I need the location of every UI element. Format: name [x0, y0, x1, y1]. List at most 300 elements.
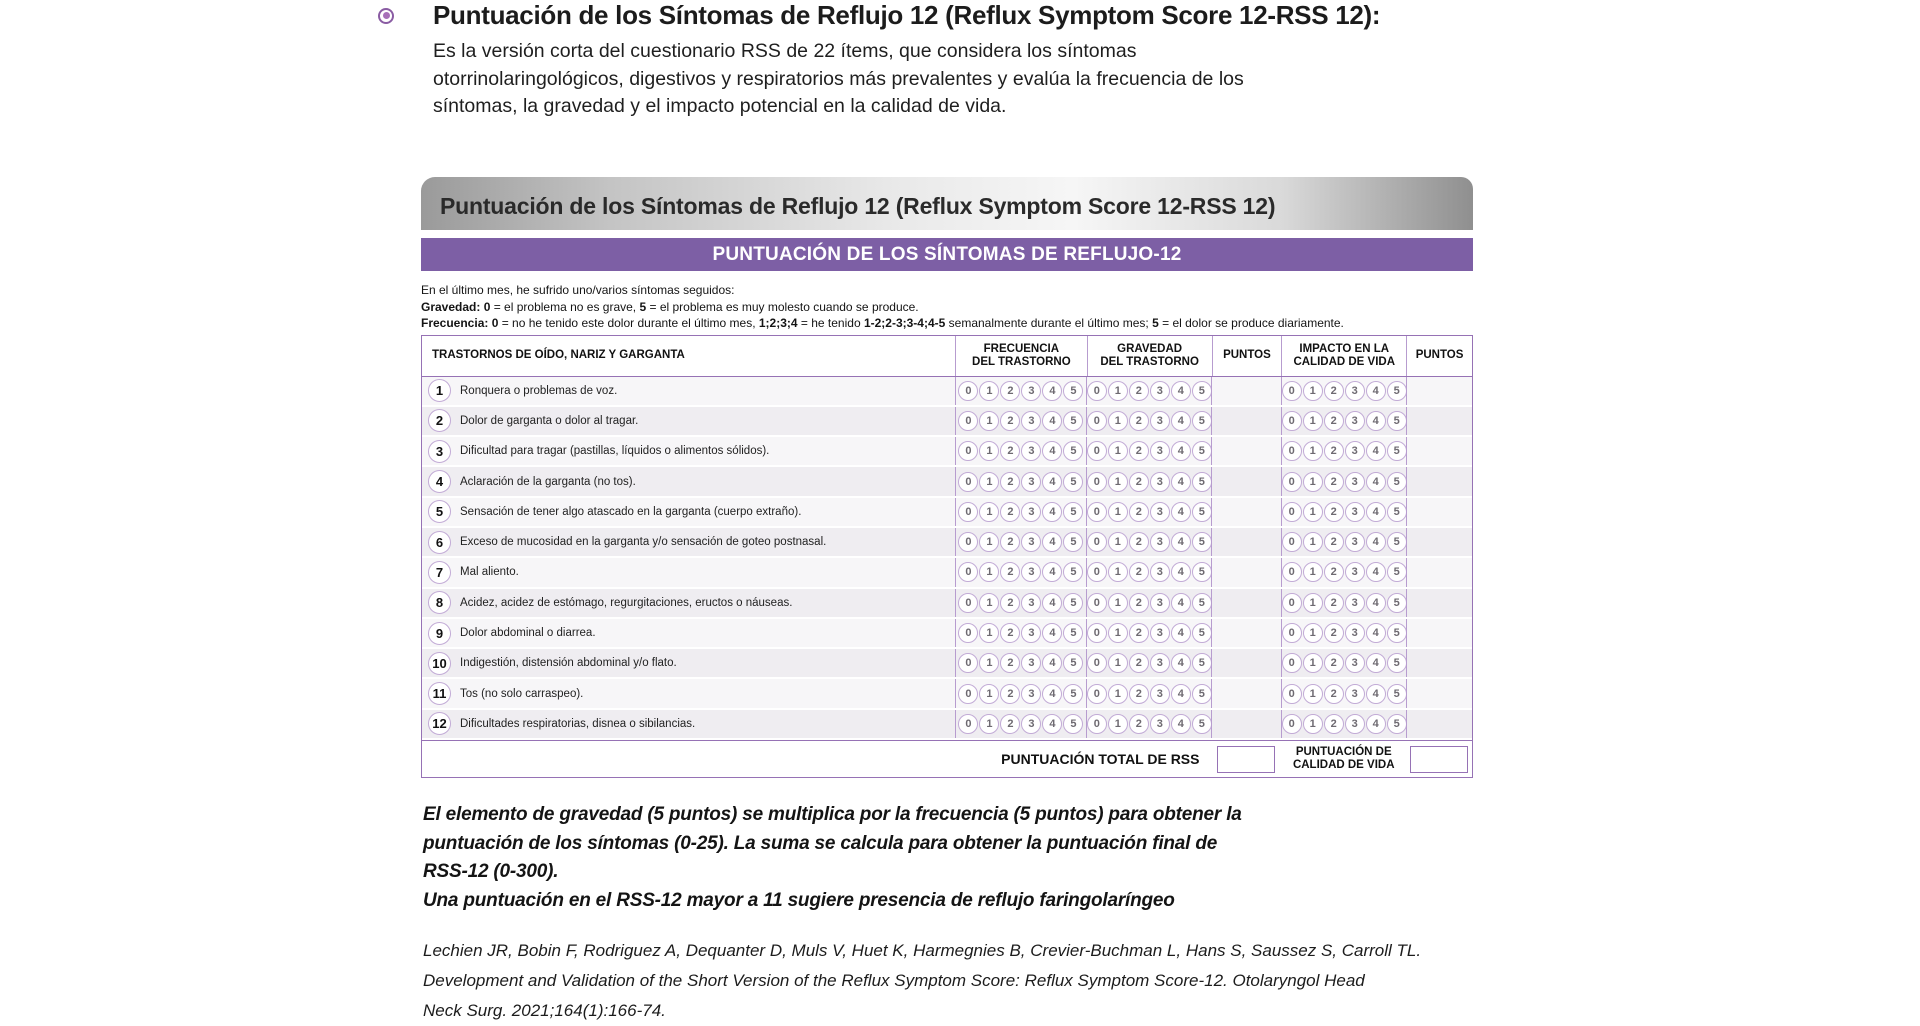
- rating-circle-frecuencia-1[interactable]: 1: [979, 532, 999, 552]
- rating-circle-gravedad-2[interactable]: 2: [1129, 562, 1149, 582]
- rating-circle-frecuencia-2[interactable]: 2: [1000, 472, 1020, 492]
- row-number-badge: 1: [428, 379, 451, 402]
- rating-circle-impacto-0[interactable]: 0: [1282, 441, 1302, 461]
- row-number-badge: 5: [428, 500, 451, 523]
- gravedad-cell: [1086, 377, 1211, 405]
- rating-circle-impacto-5[interactable]: 5: [1387, 714, 1407, 734]
- rating-circle-impacto-1[interactable]: 1: [1303, 562, 1323, 582]
- symptom-cell: [422, 679, 955, 707]
- rating-circle-gravedad-1[interactable]: 1: [1108, 472, 1128, 492]
- rating-circle-frecuencia-4[interactable]: 4: [1042, 714, 1062, 734]
- table-row: [422, 589, 1472, 619]
- rating-circle-impacto-3[interactable]: 3: [1345, 714, 1365, 734]
- rating-circle-frecuencia-1[interactable]: 1: [979, 411, 999, 431]
- rating-circle-gravedad-4[interactable]: 4: [1171, 472, 1191, 492]
- form-title: Puntuación de los Síntomas de Reflujo 12 (Reflux Symptom Score 12-RSS 12): [440, 192, 1276, 219]
- footnote-line: Una puntuación en el RSS-12 mayor a 11 sugiere presencia de reflujo faringolaríngeo: [423, 889, 1175, 911]
- rating-circle-frecuencia-4[interactable]: 4: [1042, 562, 1062, 582]
- rating-circle-gravedad-1[interactable]: 1: [1108, 684, 1128, 704]
- symptom-label: Dificultad para tragar (pastillas, líquidos o alimentos sólidos).: [460, 445, 770, 458]
- rating-circle-frecuencia-2[interactable]: 2: [1000, 593, 1020, 613]
- symptom-cell: [422, 710, 955, 738]
- symptom-cell: [422, 407, 955, 435]
- rating-circle-gravedad-4[interactable]: 4: [1171, 381, 1191, 401]
- rating-circle-impacto-4[interactable]: 4: [1366, 472, 1386, 492]
- rating-circle-impacto-3[interactable]: 3: [1345, 472, 1365, 492]
- rating-circle-impacto-1[interactable]: 1: [1303, 684, 1323, 704]
- impacto-cell: [1281, 649, 1406, 677]
- rating-circle-frecuencia-2[interactable]: 2: [1000, 532, 1020, 552]
- rating-circle-impacto-3[interactable]: 3: [1345, 502, 1365, 522]
- rating-circle-impacto-3[interactable]: 3: [1345, 532, 1365, 552]
- rating-circle-frecuencia-5[interactable]: 5: [1063, 441, 1083, 461]
- rating-circle-frecuencia-2[interactable]: 2: [1000, 411, 1020, 431]
- rating-circle-impacto-1[interactable]: 1: [1303, 472, 1323, 492]
- rating-circle-gravedad-4[interactable]: 4: [1171, 593, 1191, 613]
- rating-circle-impacto-5[interactable]: 5: [1387, 684, 1407, 704]
- rating-circle-gravedad-3[interactable]: 3: [1150, 714, 1170, 734]
- rating-circle-gravedad-5[interactable]: 5: [1192, 562, 1212, 582]
- symptom-cell: [422, 437, 955, 465]
- rating-circle-frecuencia-2[interactable]: 2: [1000, 684, 1020, 704]
- puntos-cell: [1406, 619, 1472, 647]
- rating-circle-frecuencia-3[interactable]: 3: [1021, 684, 1041, 704]
- rating-circle-impacto-0[interactable]: 0: [1282, 381, 1302, 401]
- rating-circle-gravedad-1[interactable]: 1: [1108, 623, 1128, 643]
- puntos-cell: [1406, 407, 1472, 435]
- rating-circle-frecuencia-4[interactable]: 4: [1042, 472, 1062, 492]
- symptom-cell: [422, 619, 955, 647]
- citation-line: Lechien JR, Bobin F, Rodriguez A, Dequanter D, Muls V, Huet K, Harmegnies B, Crevier-Buchman L, Hans S, Saussez S, Carroll TL.: [423, 941, 1422, 960]
- symptom-label: Dolor abdominal o diarrea.: [460, 627, 596, 640]
- symptom-label: Exceso de mucosidad en la garganta y/o sensación de goteo postnasal.: [460, 536, 827, 549]
- rating-circle-impacto-4[interactable]: 4: [1366, 381, 1386, 401]
- rating-circle-gravedad-2[interactable]: 2: [1129, 441, 1149, 461]
- rating-circle-gravedad-3[interactable]: 3: [1150, 684, 1170, 704]
- rating-circle-impacto-5[interactable]: 5: [1387, 381, 1407, 401]
- rating-circle-gravedad-1[interactable]: 1: [1108, 562, 1128, 582]
- rating-circle-gravedad-2[interactable]: 2: [1129, 593, 1149, 613]
- symptom-cell: [422, 558, 955, 586]
- rating-circle-frecuencia-2[interactable]: 2: [1000, 502, 1020, 522]
- rating-circle-impacto-0[interactable]: 0: [1282, 623, 1302, 643]
- rating-circle-gravedad-3[interactable]: 3: [1150, 502, 1170, 522]
- rating-circle-gravedad-2[interactable]: 2: [1129, 381, 1149, 401]
- rating-circle-frecuencia-1[interactable]: 1: [979, 381, 999, 401]
- rating-circle-frecuencia-1[interactable]: 1: [979, 472, 999, 492]
- rating-circle-frecuencia-3[interactable]: 3: [1021, 502, 1041, 522]
- intro-body-line: síntomas, la gravedad y el impacto potencial en la calidad de vida.: [433, 95, 1007, 117]
- column-header-text: GRAVEDAD DEL TRASTORNO: [1100, 342, 1199, 368]
- rating-circle-frecuencia-5[interactable]: 5: [1063, 411, 1083, 431]
- rating-circle-impacto-3[interactable]: 3: [1345, 593, 1365, 613]
- rating-circle-gravedad-0[interactable]: 0: [1087, 381, 1107, 401]
- rating-circle-impacto-5[interactable]: 5: [1387, 502, 1407, 522]
- rating-circle-frecuencia-1[interactable]: 1: [979, 623, 999, 643]
- gravedad-cell: [1086, 437, 1211, 465]
- rating-circle-gravedad-4[interactable]: 4: [1171, 532, 1191, 552]
- rss12-form: [421, 177, 1473, 778]
- symptom-label: Indigestión, distensión abdominal y/o flato.: [460, 657, 677, 670]
- footnote-line: puntuación de los síntomas (0-25). La suma se calcula para obtener la puntuación final de: [423, 832, 1218, 854]
- puntos-cell: [1211, 437, 1281, 465]
- rating-circle-gravedad-4[interactable]: 4: [1171, 653, 1191, 673]
- rating-circle-gravedad-3[interactable]: 3: [1150, 562, 1170, 582]
- puntos-cell: [1406, 589, 1472, 617]
- rating-circle-gravedad-5[interactable]: 5: [1192, 411, 1212, 431]
- rating-circle-gravedad-0[interactable]: 0: [1087, 472, 1107, 492]
- rating-circle-frecuencia-1[interactable]: 1: [979, 684, 999, 704]
- rating-circle-gravedad-2[interactable]: 2: [1129, 684, 1149, 704]
- rating-circle-gravedad-0[interactable]: 0: [1087, 714, 1107, 734]
- rating-circle-impacto-2[interactable]: 2: [1324, 714, 1344, 734]
- rating-circle-impacto-5[interactable]: 5: [1387, 593, 1407, 613]
- rating-circle-gravedad-4[interactable]: 4: [1171, 684, 1191, 704]
- rating-circle-frecuencia-5[interactable]: 5: [1063, 653, 1083, 673]
- rating-circle-frecuencia-1[interactable]: 1: [979, 441, 999, 461]
- rating-circle-frecuencia-5[interactable]: 5: [1063, 684, 1083, 704]
- puntos-cell: [1211, 679, 1281, 707]
- rating-circle-frecuencia-3[interactable]: 3: [1021, 411, 1041, 431]
- rating-circle-gravedad-5[interactable]: 5: [1192, 684, 1212, 704]
- symptom-label: Dificultades respiratorias, disnea o sibilancias.: [460, 717, 696, 730]
- rating-circle-frecuencia-4[interactable]: 4: [1042, 532, 1062, 552]
- rating-circle-impacto-2[interactable]: 2: [1324, 441, 1344, 461]
- rating-circle-impacto-2[interactable]: 2: [1324, 381, 1344, 401]
- rating-circle-impacto-5[interactable]: 5: [1387, 623, 1407, 643]
- impacto-cell: [1281, 679, 1406, 707]
- rating-circle-gravedad-0[interactable]: 0: [1087, 684, 1107, 704]
- total-score-cell: [1212, 741, 1282, 777]
- rating-circle-frecuencia-3[interactable]: 3: [1021, 593, 1041, 613]
- symptom-label: Dolor de garganta o dolor al tragar.: [460, 414, 639, 427]
- rating-circle-frecuencia-5[interactable]: 5: [1063, 593, 1083, 613]
- table-footer: [422, 740, 1472, 777]
- rating-circle-impacto-4[interactable]: 4: [1366, 714, 1386, 734]
- rating-circle-gravedad-5[interactable]: 5: [1192, 441, 1212, 461]
- gravedad-cell: [1086, 619, 1211, 647]
- rss12-table: [421, 335, 1473, 779]
- rating-circle-gravedad-5[interactable]: 5: [1192, 532, 1212, 552]
- rating-circle-impacto-1[interactable]: 1: [1303, 653, 1323, 673]
- rating-circle-impacto-3[interactable]: 3: [1345, 441, 1365, 461]
- symptom-cell: [422, 498, 955, 526]
- rating-circle-impacto-4[interactable]: 4: [1366, 653, 1386, 673]
- rating-circle-gravedad-0[interactable]: 0: [1087, 623, 1107, 643]
- rating-circle-gravedad-4[interactable]: 4: [1171, 562, 1191, 582]
- total-score-box[interactable]: [1217, 746, 1275, 773]
- rating-circle-frecuencia-5[interactable]: 5: [1063, 502, 1083, 522]
- rating-circle-gravedad-2[interactable]: 2: [1129, 411, 1149, 431]
- rating-circle-frecuencia-0[interactable]: 0: [958, 411, 978, 431]
- frecuencia-cell: [955, 528, 1087, 556]
- rating-circle-gravedad-1[interactable]: 1: [1108, 411, 1128, 431]
- frecuencia-cell: [955, 710, 1087, 738]
- rating-circle-impacto-4[interactable]: 4: [1366, 562, 1386, 582]
- rating-circle-impacto-0[interactable]: 0: [1282, 562, 1302, 582]
- puntos-cell: [1211, 407, 1281, 435]
- rating-circle-gravedad-5[interactable]: 5: [1192, 714, 1212, 734]
- column-header: [422, 336, 955, 376]
- rating-circle-gravedad-1[interactable]: 1: [1108, 502, 1128, 522]
- rating-circle-gravedad-3[interactable]: 3: [1150, 532, 1170, 552]
- rating-circle-impacto-3[interactable]: 3: [1345, 562, 1365, 582]
- frecuencia-cell: [955, 619, 1087, 647]
- quality-score-box[interactable]: [1410, 746, 1468, 773]
- puntos-cell: [1211, 498, 1281, 526]
- rating-circle-impacto-0[interactable]: 0: [1282, 411, 1302, 431]
- rating-circle-frecuencia-2[interactable]: 2: [1000, 653, 1020, 673]
- gravedad-cell: [1086, 710, 1211, 738]
- rating-circle-frecuencia-5[interactable]: 5: [1063, 562, 1083, 582]
- impacto-cell: [1281, 558, 1406, 586]
- rating-circle-gravedad-0[interactable]: 0: [1087, 562, 1107, 582]
- table-row: [422, 377, 1472, 407]
- gravedad-cell: [1086, 467, 1211, 495]
- rating-circle-gravedad-4[interactable]: 4: [1171, 411, 1191, 431]
- symptom-label: Sensación de tener algo atascado en la garganta (cuerpo extraño).: [460, 505, 802, 518]
- rating-circle-frecuencia-4[interactable]: 4: [1042, 441, 1062, 461]
- rating-circle-frecuencia-4[interactable]: 4: [1042, 381, 1062, 401]
- rating-circle-frecuencia-4[interactable]: 4: [1042, 502, 1062, 522]
- rating-circle-impacto-0[interactable]: 0: [1282, 502, 1302, 522]
- rating-circle-impacto-5[interactable]: 5: [1387, 441, 1407, 461]
- rating-circle-impacto-1[interactable]: 1: [1303, 502, 1323, 522]
- rating-circle-impacto-4[interactable]: 4: [1366, 411, 1386, 431]
- rating-circle-impacto-5[interactable]: 5: [1387, 532, 1407, 552]
- rating-circle-impacto-2[interactable]: 2: [1324, 472, 1344, 492]
- rating-circle-impacto-4[interactable]: 4: [1366, 532, 1386, 552]
- rating-circle-gravedad-5[interactable]: 5: [1192, 593, 1212, 613]
- rating-circle-gravedad-4[interactable]: 4: [1171, 441, 1191, 461]
- rating-circle-impacto-1[interactable]: 1: [1303, 441, 1323, 461]
- rating-circle-impacto-4[interactable]: 4: [1366, 502, 1386, 522]
- rating-circle-gravedad-3[interactable]: 3: [1150, 381, 1170, 401]
- column-header-text: IMPACTO EN LA CALIDAD DE VIDA: [1293, 342, 1396, 368]
- rating-circle-frecuencia-3[interactable]: 3: [1021, 472, 1041, 492]
- rating-circle-gravedad-0[interactable]: 0: [1087, 532, 1107, 552]
- row-number-badge: 6: [428, 531, 451, 554]
- rating-circle-impacto-3[interactable]: 3: [1345, 653, 1365, 673]
- rating-circle-gravedad-1[interactable]: 1: [1108, 532, 1128, 552]
- form-instructions: [421, 282, 1473, 332]
- rating-circle-impacto-2[interactable]: 2: [1324, 562, 1344, 582]
- rating-circle-gravedad-3[interactable]: 3: [1150, 411, 1170, 431]
- row-number-badge: 4: [428, 470, 451, 493]
- rating-circle-frecuencia-2[interactable]: 2: [1000, 441, 1020, 461]
- rating-circle-frecuencia-4[interactable]: 4: [1042, 593, 1062, 613]
- rating-circle-impacto-1[interactable]: 1: [1303, 411, 1323, 431]
- row-number-badge: 7: [428, 561, 451, 584]
- rating-circle-gravedad-5[interactable]: 5: [1192, 653, 1212, 673]
- rating-circle-impacto-2[interactable]: 2: [1324, 684, 1344, 704]
- rating-circle-impacto-2[interactable]: 2: [1324, 623, 1344, 643]
- rating-circle-gravedad-4[interactable]: 4: [1171, 623, 1191, 643]
- rating-circle-frecuencia-3[interactable]: 3: [1021, 714, 1041, 734]
- rating-circle-frecuencia-3[interactable]: 3: [1021, 532, 1041, 552]
- rating-circle-gravedad-0[interactable]: 0: [1087, 411, 1107, 431]
- rating-circle-impacto-0[interactable]: 0: [1282, 472, 1302, 492]
- rating-circle-frecuencia-3[interactable]: 3: [1021, 381, 1041, 401]
- rating-circle-gravedad-5[interactable]: 5: [1192, 623, 1212, 643]
- rating-circle-impacto-0[interactable]: 0: [1282, 593, 1302, 613]
- puntos-cell: [1406, 498, 1472, 526]
- rating-circle-impacto-3[interactable]: 3: [1345, 684, 1365, 704]
- rating-circle-frecuencia-2[interactable]: 2: [1000, 623, 1020, 643]
- puntos-cell: [1406, 558, 1472, 586]
- puntos-cell: [1211, 619, 1281, 647]
- rating-circle-frecuencia-4[interactable]: 4: [1042, 684, 1062, 704]
- rating-circle-frecuencia-2[interactable]: 2: [1000, 562, 1020, 582]
- rating-circle-frecuencia-0[interactable]: 0: [958, 562, 978, 582]
- rating-circle-gravedad-3[interactable]: 3: [1150, 441, 1170, 461]
- rating-circle-impacto-0[interactable]: 0: [1282, 653, 1302, 673]
- rating-circle-gravedad-1[interactable]: 1: [1108, 593, 1128, 613]
- rating-circle-impacto-2[interactable]: 2: [1324, 653, 1344, 673]
- scoring-footnote: [423, 801, 1242, 915]
- rating-circle-impacto-5[interactable]: 5: [1387, 562, 1407, 582]
- rating-circle-impacto-0[interactable]: 0: [1282, 714, 1302, 734]
- rating-circle-frecuencia-0[interactable]: 0: [958, 472, 978, 492]
- column-header: [1281, 336, 1406, 376]
- table-header-row: [422, 336, 1472, 376]
- rating-circle-impacto-5[interactable]: 5: [1387, 411, 1407, 431]
- rating-circle-frecuencia-5[interactable]: 5: [1063, 532, 1083, 552]
- rating-circle-gravedad-2[interactable]: 2: [1129, 472, 1149, 492]
- rating-circle-frecuencia-0[interactable]: 0: [958, 381, 978, 401]
- rating-circle-gravedad-5[interactable]: 5: [1192, 502, 1212, 522]
- rating-circle-frecuencia-1[interactable]: 1: [979, 714, 999, 734]
- rating-circle-frecuencia-1[interactable]: 1: [979, 593, 999, 613]
- intro-body-line: otorrinolaringológicos, digestivos y respiratorios más prevalentes y evalúa la frecuencia de los: [433, 67, 1244, 90]
- total-score-label: PUNTUACIÓN TOTAL DE RSS: [1001, 751, 1200, 768]
- rating-circle-frecuencia-4[interactable]: 4: [1042, 623, 1062, 643]
- rating-circle-frecuencia-0[interactable]: 0: [958, 593, 978, 613]
- frecuencia-cell: [955, 437, 1087, 465]
- rating-circle-gravedad-1[interactable]: 1: [1108, 653, 1128, 673]
- rating-circle-impacto-3[interactable]: 3: [1345, 623, 1365, 643]
- rating-circle-impacto-1[interactable]: 1: [1303, 623, 1323, 643]
- rating-circle-gravedad-0[interactable]: 0: [1087, 441, 1107, 461]
- rating-circle-gravedad-3[interactable]: 3: [1150, 623, 1170, 643]
- rating-circle-frecuencia-3[interactable]: 3: [1021, 441, 1041, 461]
- symptom-cell: [422, 467, 955, 495]
- rating-circle-gravedad-3[interactable]: 3: [1150, 593, 1170, 613]
- rating-circle-impacto-0[interactable]: 0: [1282, 532, 1302, 552]
- rating-circle-gravedad-2[interactable]: 2: [1129, 623, 1149, 643]
- rating-circle-frecuencia-4[interactable]: 4: [1042, 653, 1062, 673]
- rating-circle-frecuencia-3[interactable]: 3: [1021, 623, 1041, 643]
- rating-circle-impacto-1[interactable]: 1: [1303, 532, 1323, 552]
- rating-circle-impacto-4[interactable]: 4: [1366, 623, 1386, 643]
- frecuencia-cell: [955, 589, 1087, 617]
- rating-circle-frecuencia-1[interactable]: 1: [979, 562, 999, 582]
- gravedad-cell: [1086, 679, 1211, 707]
- puntos-cell: [1406, 437, 1472, 465]
- rating-circle-frecuencia-0[interactable]: 0: [958, 653, 978, 673]
- rating-circle-gravedad-3[interactable]: 3: [1150, 653, 1170, 673]
- rating-circle-frecuencia-0[interactable]: 0: [958, 684, 978, 704]
- rating-circle-impacto-2[interactable]: 2: [1324, 411, 1344, 431]
- rating-circle-gravedad-0[interactable]: 0: [1087, 502, 1107, 522]
- rating-circle-gravedad-2[interactable]: 2: [1129, 532, 1149, 552]
- symptom-cell: [422, 589, 955, 617]
- rating-circle-frecuencia-5[interactable]: 5: [1063, 623, 1083, 643]
- rating-circle-impacto-2[interactable]: 2: [1324, 593, 1344, 613]
- rating-circle-frecuencia-3[interactable]: 3: [1021, 562, 1041, 582]
- rating-circle-gravedad-0[interactable]: 0: [1087, 653, 1107, 673]
- intro-heading: Puntuación de los Síntomas de Reflujo 12 (Reflux Symptom Score 12-RSS 12):: [433, 0, 1381, 30]
- rating-circle-impacto-3[interactable]: 3: [1345, 381, 1365, 401]
- impacto-cell: [1281, 498, 1406, 526]
- rating-circle-frecuencia-5[interactable]: 5: [1063, 714, 1083, 734]
- row-number-badge: 3: [428, 440, 451, 463]
- table-row: [422, 649, 1472, 679]
- rating-circle-frecuencia-5[interactable]: 5: [1063, 381, 1083, 401]
- rating-circle-impacto-4[interactable]: 4: [1366, 593, 1386, 613]
- rating-circle-impacto-1[interactable]: 1: [1303, 381, 1323, 401]
- rating-circle-impacto-2[interactable]: 2: [1324, 502, 1344, 522]
- rating-circle-gravedad-4[interactable]: 4: [1171, 714, 1191, 734]
- intro-body: [433, 38, 1498, 121]
- row-number-badge: 10: [428, 652, 451, 675]
- rating-circle-frecuencia-2[interactable]: 2: [1000, 714, 1020, 734]
- rating-circle-frecuencia-4[interactable]: 4: [1042, 411, 1062, 431]
- column-header: [1212, 336, 1282, 376]
- rating-circle-impacto-3[interactable]: 3: [1345, 411, 1365, 431]
- rating-circle-gravedad-1[interactable]: 1: [1108, 441, 1128, 461]
- quality-score-cell: [1406, 741, 1472, 777]
- bullet-icon: [378, 8, 394, 24]
- rating-circle-frecuencia-2[interactable]: 2: [1000, 381, 1020, 401]
- rating-circle-gravedad-3[interactable]: 3: [1150, 472, 1170, 492]
- rating-circle-gravedad-2[interactable]: 2: [1129, 653, 1149, 673]
- rating-circle-gravedad-1[interactable]: 1: [1108, 714, 1128, 734]
- rating-circle-frecuencia-0[interactable]: 0: [958, 623, 978, 643]
- rating-circle-frecuencia-0[interactable]: 0: [958, 532, 978, 552]
- row-number-badge: 9: [428, 622, 451, 645]
- rating-circle-frecuencia-1[interactable]: 1: [979, 502, 999, 522]
- rating-circle-impacto-5[interactable]: 5: [1387, 472, 1407, 492]
- rating-circle-gravedad-4[interactable]: 4: [1171, 502, 1191, 522]
- rating-circle-impacto-4[interactable]: 4: [1366, 441, 1386, 461]
- rating-circle-frecuencia-0[interactable]: 0: [958, 441, 978, 461]
- rating-circle-impacto-0[interactable]: 0: [1282, 684, 1302, 704]
- gravedad-cell: [1086, 589, 1211, 617]
- rating-circle-gravedad-2[interactable]: 2: [1129, 714, 1149, 734]
- rating-circle-frecuencia-1[interactable]: 1: [979, 653, 999, 673]
- rating-circle-impacto-1[interactable]: 1: [1303, 714, 1323, 734]
- table-body: [422, 377, 1472, 741]
- rating-circle-impacto-5[interactable]: 5: [1387, 653, 1407, 673]
- rating-circle-frecuencia-5[interactable]: 5: [1063, 472, 1083, 492]
- rating-circle-gravedad-1[interactable]: 1: [1108, 381, 1128, 401]
- gravedad-cell: [1086, 558, 1211, 586]
- form-title-bar: [421, 177, 1473, 230]
- rating-circle-frecuencia-0[interactable]: 0: [958, 714, 978, 734]
- rating-circle-gravedad-0[interactable]: 0: [1087, 593, 1107, 613]
- rating-circle-frecuencia-3[interactable]: 3: [1021, 653, 1041, 673]
- row-number-badge: 8: [428, 591, 451, 614]
- rating-circle-impacto-2[interactable]: 2: [1324, 532, 1344, 552]
- impacto-cell: [1281, 528, 1406, 556]
- rating-circle-gravedad-2[interactable]: 2: [1129, 502, 1149, 522]
- rating-circle-gravedad-5[interactable]: 5: [1192, 472, 1212, 492]
- rating-circle-impacto-1[interactable]: 1: [1303, 593, 1323, 613]
- rating-circle-frecuencia-0[interactable]: 0: [958, 502, 978, 522]
- rating-circle-impacto-4[interactable]: 4: [1366, 684, 1386, 704]
- rating-circle-gravedad-5[interactable]: 5: [1192, 381, 1212, 401]
